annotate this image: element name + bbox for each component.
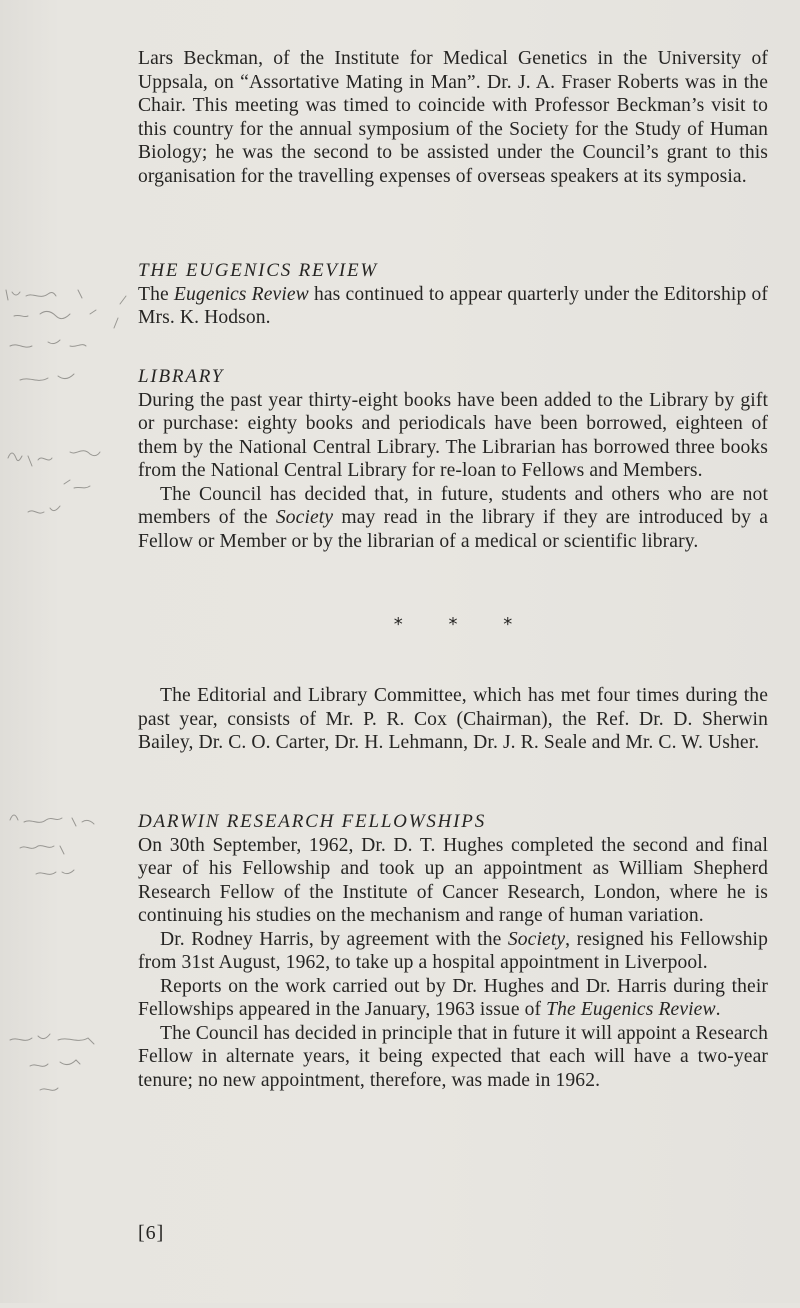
committee-paragraph: The Editorial and Library Committee, which has met four times during the past year, consists of Mr. P. R. Cox (Chairman), the Ref. Dr. D. Sherwin Bailey, Dr. C. O. Carter, Dr. H. Lehmann, Dr. J. R. Seale and Mr. C. W. Usher.: [138, 685, 768, 753]
text-run: Reports on the work carried out by Dr. Hughes and Dr. Harris during their Fellowships appeared in the January, 1963 issue of: [138, 975, 768, 1020]
darwin-paragraph-2: [138, 928, 768, 975]
society-italic: Society: [507, 928, 566, 950]
darwin-paragraph-4: The Council has decided in principle that in future it will appoint a Research Fellow in alternate years, it being expected that each will have a two-year tenure; no new appointment, therefore, was made in 1962.: [138, 1022, 768, 1091]
darwin-paragraph-1: On 30th September, 1962, Dr. D. T. Hughes completed the second and final year of his Fellowship and took up an appointment as William Shepherd Research Fellow of the Institute of Cancer Research, London, where he is continuing his studies on the mechanism and range of human variation.: [138, 834, 768, 926]
text-run: .: [715, 999, 721, 1020]
text-run: may read in the library if they are introduced by a Fellow or Member or by the librarian of a medical or scientific library.: [138, 507, 768, 552]
intro-section: [138, 47, 768, 188]
journal-title-italic: Eugenics Review: [173, 283, 309, 305]
intro-paragraph: Lars Beckman, of the Institute for Medical Genetics in the University of Uppsala, on “Assortative Mating in Man”. Dr. J. A. Fraser Roberts was in the Chair. This meeting was timed to coincide with Professor Beckman’s visit to this country for the annual symposium of the Society for the Study of Human Biology; he was the second to be assisted under the Council’s grant to this organisation for the travelling expenses of overseas speakers at its symposia.: [138, 48, 768, 187]
text-run: has continued to appear quarterly under the Editorship of Mrs. K. Hodson.: [138, 283, 769, 328]
text-run: , resigned his Fellowship from 31st August, 1962, to take up a hospital appointment in Liverpool.: [138, 928, 768, 973]
page-number: [6]: [138, 1222, 165, 1244]
section-heading-eugenics-review: THE EUGENICS REVIEW: [138, 260, 378, 281]
journal-title-italic: The Eugenics Review: [546, 999, 716, 1020]
text-run: The Council has decided that, in future, students and others who are not members of the: [138, 483, 768, 528]
text-run: Dr. Rodney Harris, by agreement with the: [160, 928, 508, 950]
eugenics-review-section: [138, 259, 768, 330]
section-heading-library: LIBRARY: [138, 366, 225, 387]
library-section: [138, 365, 768, 553]
section-heading-darwin-fellowships: DARWIN RESEARCH FELLOWSHIPS: [138, 811, 486, 832]
committee-section: [138, 684, 768, 755]
darwin-paragraph-3: [138, 975, 768, 1022]
society-italic: Society: [275, 507, 334, 528]
library-paragraph-1: During the past year thirty-eight books have been added to the Library by gift or purchase: eighty books and periodicals have been borrowed, eighteen of them by the National Central Library. The Librarian has borrowed three books from the National Central Library for re-loan to Fellows and Members.: [138, 389, 768, 481]
section-separator: * * *: [393, 614, 513, 635]
eugenics-review-paragraph: [138, 283, 768, 330]
library-paragraph-2: [138, 483, 768, 554]
pencil-annotations-icon: [0, 0, 130, 1303]
margin-handwritten-notes: [0, 0, 130, 1303]
text-run: The: [138, 283, 174, 305]
darwin-fellowships-section: [138, 810, 768, 1092]
